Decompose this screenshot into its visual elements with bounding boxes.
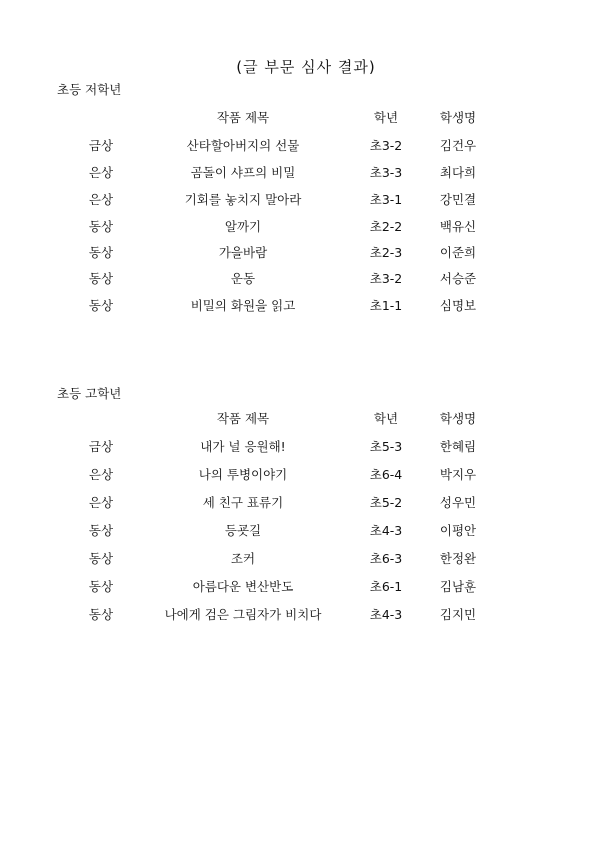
grade-cell: 초2-2 (369, 219, 403, 234)
award-cell: 동상 (88, 579, 114, 594)
award-cell: 금상 (88, 439, 114, 454)
grade-cell: 초2-3 (369, 245, 403, 260)
title-cell: 가을바람 (218, 245, 268, 260)
title-cell: 조커 (230, 551, 256, 566)
name-cell: 최다희 (439, 165, 477, 180)
section-title-upper-grades: 초등 고학년 (57, 386, 122, 401)
award-cell: 은상 (88, 495, 114, 510)
column-header-name: 학생명 (439, 411, 477, 426)
title-cell: 운동 (230, 271, 256, 286)
title-cell: 기회를 놓치지 말아라 (184, 192, 302, 207)
grade-cell: 초3-2 (369, 271, 403, 286)
name-cell: 서승준 (439, 271, 477, 286)
column-header-name: 학생명 (439, 110, 477, 125)
name-cell: 김지민 (439, 607, 477, 622)
grade-cell: 초4-3 (369, 607, 403, 622)
award-cell: 금상 (88, 138, 114, 153)
grade-cell: 초3-3 (369, 165, 403, 180)
grade-cell: 초6-1 (369, 579, 403, 594)
table-row (0, 437, 600, 457)
title-cell: 나에게 검은 그림자가 비치다 (164, 607, 322, 622)
award-cell: 동상 (88, 298, 114, 313)
table-row (0, 521, 600, 541)
title-cell: 등굣길 (224, 523, 262, 538)
table-row (0, 296, 600, 316)
grade-cell: 초1-1 (369, 298, 403, 313)
table-row (0, 190, 600, 210)
grade-cell: 초6-4 (369, 467, 403, 482)
table-row (0, 465, 600, 485)
award-cell: 은상 (88, 165, 114, 180)
table-row (0, 269, 600, 289)
title-cell: 세 친구 표류기 (202, 495, 284, 510)
title-cell: 비밀의 화원을 읽고 (190, 298, 296, 313)
award-cell: 동상 (88, 245, 114, 260)
table-row (0, 163, 600, 183)
name-cell: 김남훈 (439, 579, 477, 594)
column-header-title: 작품 제목 (216, 411, 270, 426)
name-cell: 이평안 (439, 523, 477, 538)
name-cell: 한정완 (439, 551, 477, 566)
table-row (0, 243, 600, 263)
name-cell: 한혜림 (439, 439, 477, 454)
section-title-lower-grades: 초등 저학년 (57, 82, 122, 97)
table-header-lower-grades (0, 108, 600, 128)
name-cell: 성우민 (439, 495, 477, 510)
award-cell: 은상 (88, 192, 114, 207)
title-cell: 산타할아버지의 선물 (186, 138, 300, 153)
award-cell: 동상 (88, 551, 114, 566)
title-cell: 곰돌이 샤프의 비밀 (190, 165, 296, 180)
title-cell: 알까기 (224, 219, 262, 234)
name-cell: 박지우 (439, 467, 477, 482)
table-row (0, 136, 600, 156)
table-row (0, 605, 600, 625)
name-cell: 심명보 (439, 298, 477, 313)
title-cell: 내가 널 응원해! (200, 439, 286, 454)
table-row (0, 493, 600, 513)
table-row (0, 549, 600, 569)
table-header-upper-grades (0, 409, 600, 429)
grade-cell: 초4-3 (369, 523, 403, 538)
table-row (0, 577, 600, 597)
title-cell: 나의 투병이야기 (198, 467, 288, 482)
grade-cell: 초3-1 (369, 192, 403, 207)
title-cell: 아름다운 변산반도 (192, 579, 294, 594)
award-cell: 동상 (88, 607, 114, 622)
page-title: (글 부문 심사 결과) (236, 58, 376, 76)
award-cell: 동상 (88, 523, 114, 538)
grade-cell: 초5-2 (369, 495, 403, 510)
award-cell: 동상 (88, 271, 114, 286)
name-cell: 강민결 (439, 192, 477, 207)
grade-cell: 초6-3 (369, 551, 403, 566)
name-cell: 이준희 (439, 245, 477, 260)
award-cell: 은상 (88, 467, 114, 482)
award-cell: 동상 (88, 219, 114, 234)
name-cell: 김건우 (439, 138, 477, 153)
table-row (0, 217, 600, 237)
name-cell: 백유신 (439, 219, 477, 234)
column-header-title: 작품 제목 (216, 110, 270, 125)
grade-cell: 초5-3 (369, 439, 403, 454)
grade-cell: 초3-2 (369, 138, 403, 153)
column-header-grade: 학년 (373, 411, 399, 426)
column-header-grade: 학년 (373, 110, 399, 125)
